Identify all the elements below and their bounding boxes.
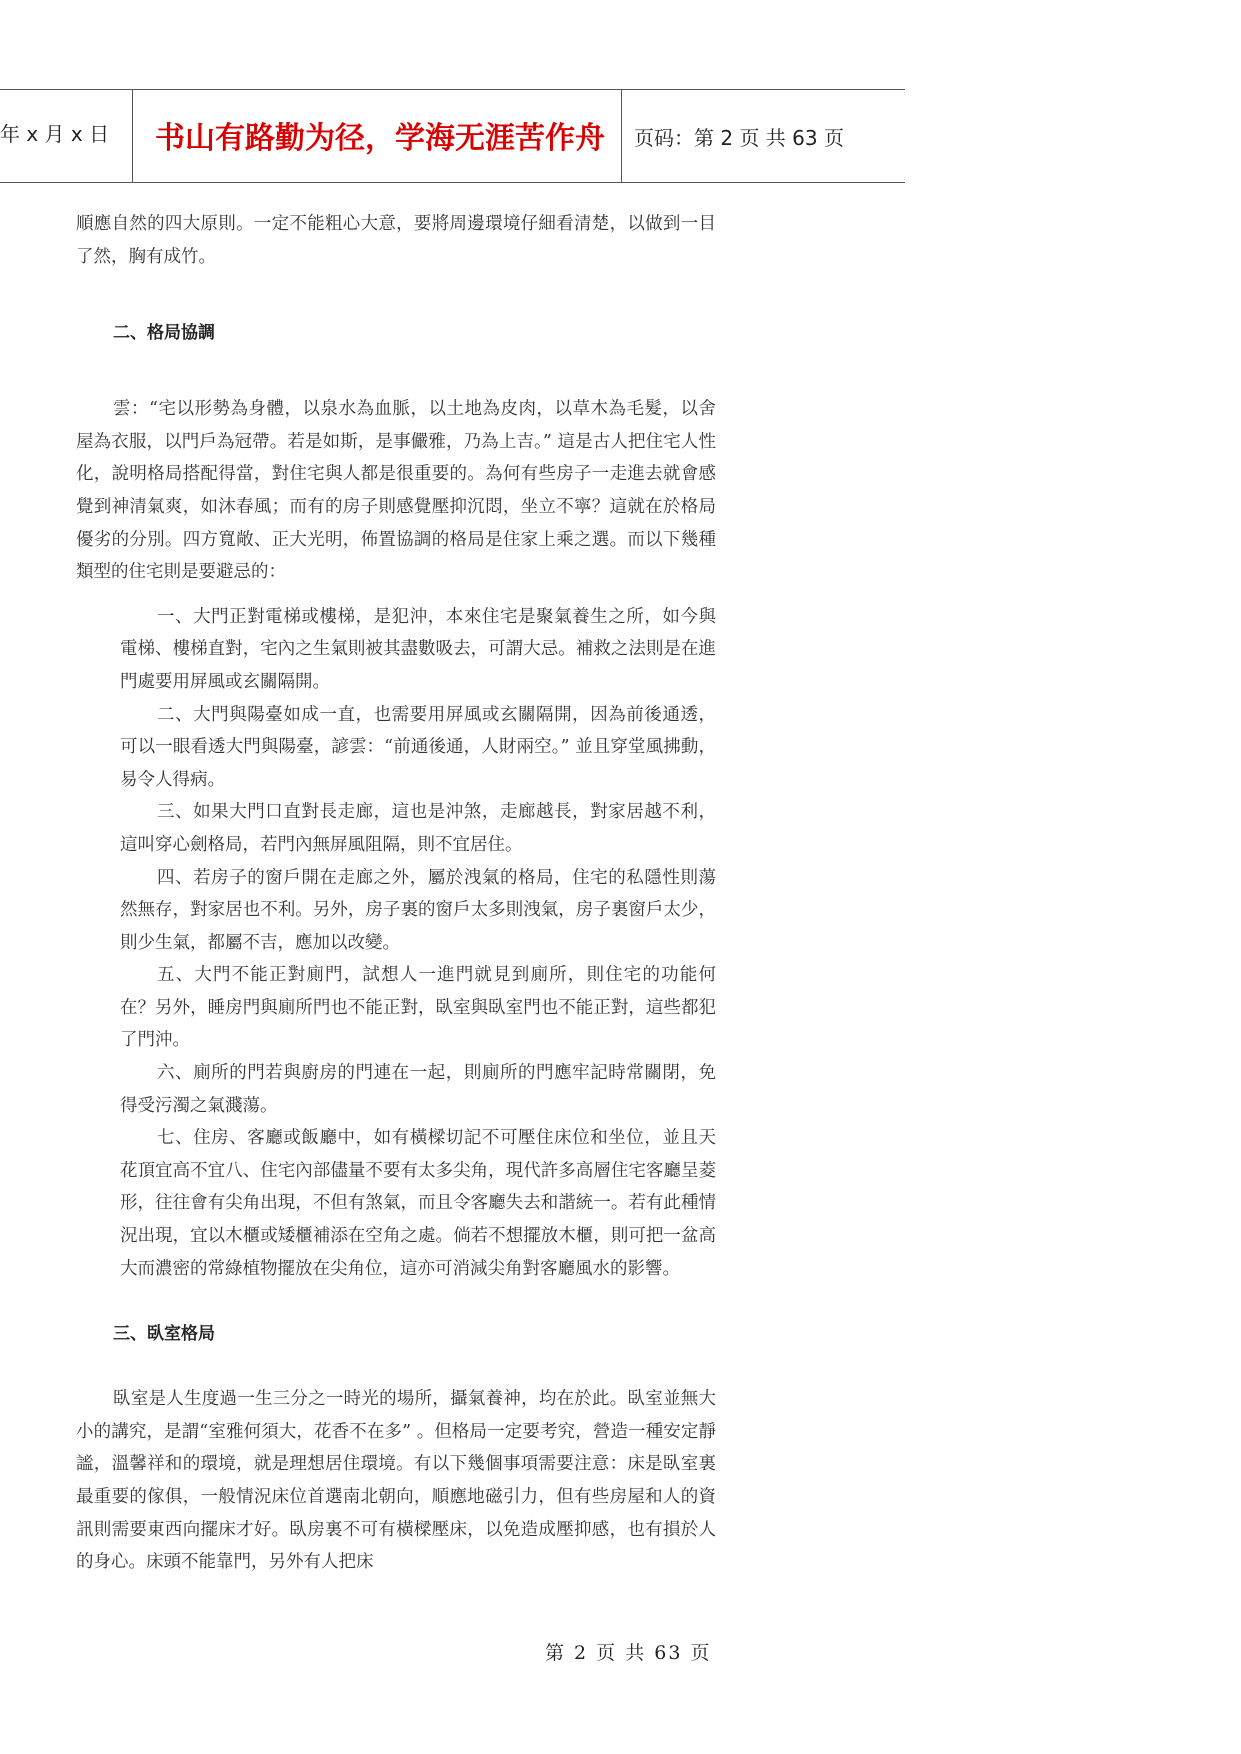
intro-paragraph: 順應自然的四大原則。一定不能粗心大意，要將周邊環境仔細看清楚，以做到一目了然，胸有成竹。 — [76, 214, 716, 267]
avoidance-list — [76, 601, 716, 1285]
list-item: 三、如果大門口直對長走廊，這也是沖煞，走廊越長，對家居越不利，這叫穿心劍格局，若門內無屏風阻隔，則不宜居住。 — [120, 802, 716, 855]
header-divider-1 — [132, 89, 133, 183]
section-heading-layout: 二、格局協調 — [113, 323, 215, 344]
document-body — [76, 208, 716, 1579]
header-page-info: 页码：第 2 页 共 63 页 — [634, 126, 844, 150]
list-item: 五、大門不能正對廁門，試想人一進門就見到廁所，則住宅的功能何在？另外，睡房門與廁所門也不能正對，臥室與臥室門也不能正對，這些都犯了門沖。 — [120, 965, 716, 1051]
header-bottom-rule — [0, 182, 905, 183]
list-item: 六、廁所的門若與廚房的門連在一起，則廁所的門應牢記時常關閉，免得受污濁之氣濺蕩。 — [120, 1063, 716, 1116]
section-heading-bedroom: 三、臥室格局 — [113, 1324, 215, 1345]
header-motto: 书山有路勤为径，学海无涯苦作舟 — [155, 121, 605, 156]
list-item: 四、若房子的窗戶開在走廊之外，屬於洩氣的格局，住宅的私隱性則蕩然無存，對家居也不利。另外，房子裏的窗戶太多則洩氣，房子裏窗戶太少，則少生氣，都屬不吉，應加以改變。 — [120, 867, 716, 953]
section2-paragraph: 雲：“宅以形勢為身體，以泉水為血脈，以土地為皮肉，以草木為毛髮，以舍屋為衣服，以門戶為冠帶。若是如斯，是事儼雅，乃為上吉。” 這是古人把住宅人性化，說明格局搭配得當，對住宅與人都是很重要的。為何有些房子一走進去就會感覺到神清氣爽，如沐春風；而有的房子則感覺壓抑沉悶，坐立不寧？這就在於格局優劣的分別。四方寬敞、正大光明，佈置協調的格局是住家上乘之選。而以下幾種類型的住宅則是要避忌的： — [76, 399, 716, 583]
list-item: 七、住房、客廳或飯廳中，如有橫樑切記不可壓住床位和坐位，並且天花頂宜高不宜八、住宅內部儘量不要有太多尖角，現代許多高層住宅客廳呈菱形，往往會有尖角出現，不但有煞氣，而且令客廳失去和諧統一。若有此種情況出現，宜以木櫃或矮櫃補添在空角之處。倘若不想擺放木櫃，則可把一盆高大而濃密的常綠植物擺放在尖角位，這亦可消減尖角對客廳風水的影響。 — [120, 1128, 716, 1279]
header-date: 年 x 月 x 日 — [0, 122, 110, 146]
header-divider-2 — [621, 89, 622, 183]
footer-page-number: 第 2 页 共 63 页 — [545, 1642, 712, 1664]
list-item: 二、大門與陽臺如成一直，也需要用屏風或玄關隔開，因為前後通透，可以一眼看透大門與陽臺，諺雲：“前通後通，人財兩空。” 並且穿堂風拂動，易令人得病。 — [120, 704, 716, 790]
section3-paragraph: 臥室是人生度過一生三分之一時光的場所，攝氣養神，均在於此。臥室並無大小的講究，是謂“室雅何須大，花香不在多” 。但格局一定要考究，營造一種安定靜謐，溫馨祥和的環境，就是理想居住環境。有以下幾個事項需要注意：床是臥室裏最重要的傢俱，一般情況床位首選南北朝向，順應地磁引力，但有些房屋和人的資訊則需要東西向擺床才好。臥房裏不可有橫樑壓床，以免造成壓抑感，也有損於人的身心。床頭不能靠門，另外有人把床 — [76, 1389, 717, 1573]
header-top-rule — [0, 89, 905, 90]
list-item: 一、大門正對電梯或樓梯，是犯沖，本來住宅是聚氣養生之所，如今與電梯、樓梯直對，宅內之生氣則被其盡數吸去，可謂大忌。補救之法則是在進門處要用屏風或玄關隔開。 — [120, 606, 716, 692]
